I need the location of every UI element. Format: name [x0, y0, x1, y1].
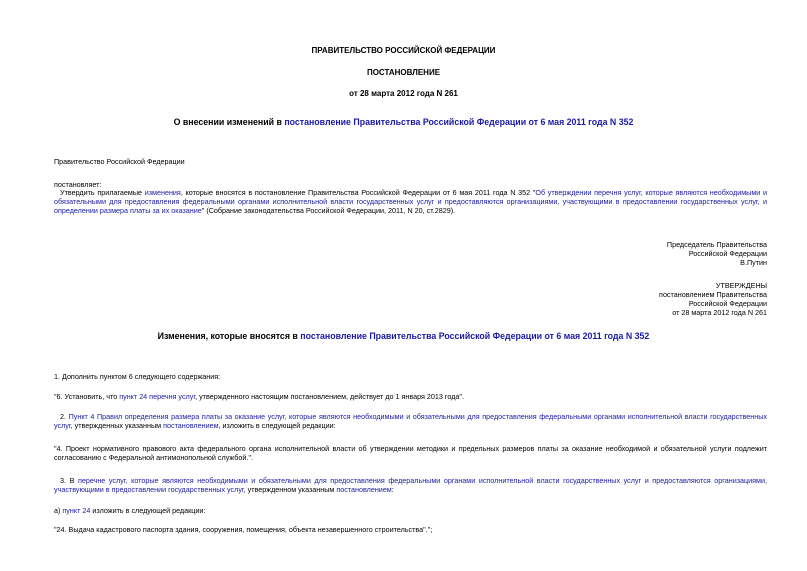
p1-text-b: , которые вносятся в постановление Правительства Российской Федерации от 6 мая 2011 года N 352 "	[180, 188, 536, 197]
signature-block	[667, 240, 767, 267]
change-1: 1. Дополнить пунктом 6 следующего содержания:	[54, 372, 221, 381]
paragraph-approve	[54, 188, 767, 215]
doc-date: от 28 марта 2012 года N 261	[349, 89, 458, 98]
p1-text-c: " (Собрание законодательства Российской Федерации, 2011, N 20, ст.2829).	[201, 206, 456, 215]
approved-line1: УТВЕРЖДЕНЫ	[715, 281, 767, 290]
change-2	[54, 412, 767, 430]
issuer-text: Правительство Российской Федерации	[54, 157, 185, 166]
resolves-text: постановляет:	[54, 180, 102, 189]
c3-text-a: , утвержденном указанным	[243, 485, 337, 494]
approved-block	[659, 281, 767, 317]
c3-text-b: :	[391, 485, 394, 494]
doc-title	[0, 117, 807, 128]
c3-num: 3. В	[60, 476, 78, 485]
c3a-post: изложить в следующей редакции:	[90, 506, 206, 515]
doc-title-prefix: О внесении изменений в	[173, 117, 285, 127]
c2-rules-link[interactable]: Пункт 4 Правил определения размера платы за оказание услуг, которые являются необходимыми и обязательными для предоставления федеральными органами исполнительной власти государственных услуг	[54, 412, 768, 430]
c3a-pre: а)	[54, 506, 63, 515]
doc-title-link[interactable]: постановление Правительства Российской Федерации от 6 мая 2011 года N 352	[284, 117, 634, 127]
c2-text-a: , утвержденных указанным	[70, 421, 164, 430]
change-3	[54, 476, 767, 494]
c3a-link[interactable]: пункт 24	[62, 506, 91, 515]
c1q-text-a: "6. Установить, что	[54, 392, 120, 401]
changes-title-link[interactable]: постановление Правительства Российской Федерации от 6 мая 2011 года N 352	[300, 331, 650, 341]
approved-line3: Российской Федерации	[688, 299, 767, 308]
change-3a-quote: "24. Выдача кадастрового паспорта здания, сооружения, помещения, объекта незавершенного строительства".";	[54, 525, 433, 534]
government-heading: ПРАВИТЕЛЬСТВО РОССИЙСКОЙ ФЕДЕРАЦИИ	[311, 46, 496, 55]
c3-list-link[interactable]: перечне услуг, которые являются необходимыми и обязательными для предоставления федеральными органами исполнительной власти государственных услуг и предоставляются организациями, участвующими в предоставлении государственных услуг	[54, 476, 767, 494]
c3-resolution-link[interactable]: постановлением	[336, 485, 392, 494]
c2-num: 2.	[60, 412, 69, 421]
doc-type-heading: ПОСТАНОВЛЕНИЕ	[366, 68, 441, 77]
c1q-link[interactable]: пункт 24 перечня услуг	[119, 392, 196, 401]
change-3a	[54, 506, 205, 515]
changes-title	[0, 331, 807, 342]
change-1-quote	[54, 392, 464, 401]
signature-line3: В.Путин	[740, 258, 767, 267]
c2-resolution-link[interactable]: постановлением	[163, 421, 219, 430]
changes-title-prefix: Изменения, которые вносятся в	[157, 331, 301, 341]
signature-line1: Председатель Правительства	[666, 240, 767, 249]
approved-line2: постановлением Правительства	[659, 290, 767, 299]
approved-line4: от 28 марта 2012 года N 261	[672, 308, 767, 317]
c1q-text-b: , утвержденного настоящим постановлением, действует до 1 января 2013 года".	[195, 392, 464, 401]
p1-text-a: Утвердить прилагаемые	[60, 188, 145, 197]
c2-text-b: , изложить в следующей редакции:	[218, 421, 336, 430]
signature-line2: Российской Федерации	[688, 249, 767, 258]
p1-resolution-link[interactable]: Об утверждении перечня услуг, которые являются необходимыми и обязательными для предоставления федеральными органами исполнительной власти государственных услуг и предоставляются организациями, участвующими в предоставлении государственных услуг, и определении размера платы за их оказание	[54, 188, 767, 215]
p1-changes-link[interactable]: изменения	[144, 188, 181, 197]
change-2-quote: "4. Проект нормативного правового акта федерального органа исполнительной власти об утверждении методики и предельных размеров платы за оказание необходимой и обязательной услуги подлежит согласованию с Федеральной антимонопольной службой.".	[54, 444, 767, 462]
